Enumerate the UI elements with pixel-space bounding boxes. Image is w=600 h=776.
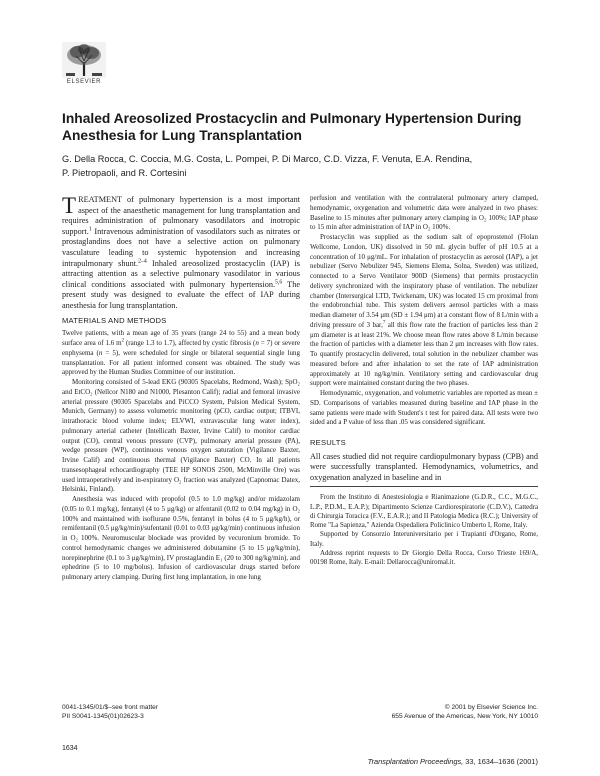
methods-paragraph-3: Anesthesia was induced with propofol (0.5 to 1.0 mg/kg) and/or midazolam (0.05 to 0.1 mg/kg), fentanyl (4 to 5 μg/kg) or alfentanil (0.02 to 0.04 mg/kg) in O₂ 100% and maintained with isoflurane 0.5%, fentanyl in bolus (4 to 5 μg/kg/h), or remifentanil (0.5 μg/kg/min)/sufentanil (0.01 to 0.03 μg/kg/min) continuous infusion in O₂ 100%. Neuromuscular blockade was provided by vecuronium bromide. To control hemodynamic changes we administered dobutamine (5 to 15 μg/kg/min), norepinephrine (0.1 to 3 μg/kg/min), IV prostaglandin E₁ (20 to 300 ng/kg/min), and ephedrine (5 to 10 mg/bolus). Infusion of cardiovascular drugs started before pulmonary artery clamping. During first lung implantation, in one lung bbox=[62, 495, 300, 582]
left-column bbox=[62, 195, 300, 583]
statistics-paragraph: Hemodynamic, oxygenation, and volumetric variables are reported as mean ± SD. Comparisons of variables measured during baseline and IAP phase in the same patients were made with Student's t test for paired data. All tests were two sided and a P value of less than .05 was considered significant. bbox=[310, 389, 538, 427]
intro-text: REATMENT of pulmonary hypertension is a most important aspect of the anaesthetic management for lung transplantation and requires administration of pulmonary vasodilators and inotropic support. bbox=[62, 195, 300, 236]
n-symbol: n bbox=[98, 348, 103, 357]
results-heading: RESULTS bbox=[310, 438, 346, 447]
pii-line: PII S0041-1345(01)02623-3 bbox=[62, 713, 144, 721]
ref-7: 7 bbox=[382, 320, 386, 326]
footnote-divider bbox=[310, 486, 538, 487]
methods-continued-paragraph: perfusion and ventilation with the contralateral pulmonary artery clamped, hemodynamic, oxygenation and volumetric data were analyzed in two phases: Baseline to 15 minutes after pulmonary artery clamping in O₂ 100%; IAP phase to 15 min after administration of IAP in O₂ 100%. bbox=[310, 194, 538, 232]
prostacyclin-text-2: all this flow rate the fraction of particles less than 2 μm diameter is at least 21%. We choose mean flow rates above 8 L/min because the fraction of particles with a diameter less than 2 μm increases with flow rates. To quantify prostacyclin delivered, total solution in the nebulizer chamber was measured before and after inhalation to set the rate of IAP administration approximately at 10 ng/kg/min. Ventilatory setting and cardiovascular drug support were maintained constant during the two phases. bbox=[310, 320, 538, 388]
dropcap: T bbox=[62, 193, 77, 218]
intro-text-2: Intravenous administration of vasodilators such as nitrates or prostaglandins does not have a selective action on pulmonary vasculature leading to systemic hypotension and increasing intrapulmonary shunt. bbox=[62, 226, 300, 268]
authors-line-2: P. Pietropaoli, and R. Cortesini bbox=[62, 167, 187, 178]
right-column bbox=[310, 194, 538, 568]
authors-line-1: G. Della Rocca, C. Coccia, M.G. Costa, L. Pompei, P. Di Marco, C.D. Vizza, F. Venuta, E.A. Rendina, bbox=[62, 154, 473, 164]
copyright-line: © 2001 by Elsevier Science Inc. bbox=[444, 704, 538, 711]
page-number: 1634 bbox=[62, 745, 78, 752]
publisher-logo bbox=[62, 42, 106, 85]
prostacyclin-text: Prostacyclin was supplied as the sodium salt of epoprostenol (Flolan Wellcome, London, UK) dissolved in 50 mL glycin buffer of pH 10.5 at a concentration of 10 μg/mL. For inhalation of prostacyclin as aerosol (IAP), a jet nebulizer (Servo Nebulizer 945, Siemens Elema, Solna, Sweden) was utilized, connected to a Servo Ventilator 900D (Siemens) that permits prostacyclin delivery synchronized with the inspiratory phase of ventilation. The nebulizer chamber (Intersurgical LTD, Twickenam, UK) was located 15 cm proximal from the endobronchial tube. This system delivers aerosol particles with a mass median diameter of 3.54 μm (SD ± 1.94 μm) at a constant flow of 8 L/min with a driving pressure of 3 bar, bbox=[310, 233, 538, 329]
intro-text-3: Inhaled areosolized prostacyclin (IAP) is attracting attention as a selective pulmonary vasodilator in various clinical conditions associated with pulmonary hypertension. bbox=[62, 258, 300, 289]
methods-text-1d: = 5), were scheduled for single or bilateral sequential single lung transplantation. For all patient informed consent was obtained. The study was approved by the Human Studies Committee of our institution. bbox=[62, 348, 300, 377]
journal-reference: 33, 1634–1636 (2001) bbox=[463, 757, 538, 766]
results-paragraph: All cases studied did not require cardiopulmonary bypass (CPB) and were successfully transplanted. Hemodynamics, volumetrics, and oxygenation analyzed in baseline and in bbox=[310, 451, 538, 482]
journal-name: Transplantation Proceedings, bbox=[367, 757, 464, 766]
journal-citation bbox=[368, 757, 538, 766]
methods-paragraph-1 bbox=[62, 329, 300, 378]
author-list bbox=[62, 153, 542, 180]
issn-line: 0041-1345/01/$–see front matter bbox=[62, 704, 159, 711]
ref-2: 2–4 bbox=[138, 257, 147, 264]
elsevier-tree-icon bbox=[62, 42, 106, 78]
ref-3: 5,6 bbox=[275, 279, 283, 285]
methods-text-1b: (range 1.3 to 1.7), affected by cystic fibrosis ( bbox=[124, 339, 256, 348]
footer-right bbox=[392, 703, 538, 721]
article-title: Inhaled Areosolized Prostacyclin and Pulmonary Hypertension During Anesthesia for Lung Transplantation bbox=[62, 111, 522, 143]
footnote-address: Address reprint requests to Dr Giorgio Della Rocca, Corso Trieste 169/A, 00198 Rome, Italy. E-mail: Dellarocca@uniromal.it. bbox=[310, 550, 538, 567]
ref-1: 1 bbox=[88, 226, 92, 233]
footnote-support: Supported by Consorzio Interuniversitario per i Trapianti d'Organo, Rome, Italy. bbox=[310, 531, 538, 548]
n-symbol: n bbox=[255, 339, 259, 348]
methods-heading: MATERIALS AND METHODS bbox=[62, 315, 167, 325]
logo-text: ELSEVIER bbox=[66, 79, 102, 85]
methods-paragraph-2: Monitoring consisted of 5-lead EKG (90305 Spacelabs, Redmond, Wash); SpO₂ and EtCO₂ (Nellcor N180 and N1000, Plesanton Calif); radial and femoral invasive arterial pressure (90305 Spacelabs and PiCCO System, Pulsion Medical System, Munich, Germany) to assess volumetric monitoring (pCO, cardiac output; ITBVI, intrathoracic blood volume index; ELVWI, extravascular lung water index), pulmonary arterial catheter (Intellicath Baxter, Irvine Calif) to monitor cardiac output (CO), central venous pressure (CVP), pulmonary arterial pressure (PA), wedge pressure (WP), continuous venous oxygen saturation (Vigilance Baxter, Irvine Calif) and continuous thermal (Vigilance Baxter) CO. In all patients transesophageal echocardiography (TEE HP SONOS 2500, McMinville Ore) was used intraoperatively and in-expiratory O₂ fraction was analyzed (Capnomac Datex, Helsinki, Finland). bbox=[62, 378, 300, 494]
methods-text-1c: = 7) or severe enphysema ( bbox=[62, 339, 300, 357]
publisher-address: 655 Avenue of the Americas, New York, NY 10010 bbox=[391, 713, 538, 721]
m2-superscript: 2 bbox=[121, 338, 125, 344]
intro-paragraph bbox=[62, 195, 300, 312]
footer-left bbox=[62, 703, 158, 721]
intro-text-4: The present study was designed to evaluate the effect of IAP during anesthesia for lung transplantation. bbox=[62, 279, 300, 310]
methods-text-1a: Twelve patients, with a mean age of 35 years (range 24 to 55) and a mean body surface area of 1.6 m bbox=[62, 329, 300, 348]
footnote-affiliation: From the Instituto di Anestesiologia e Rianimazione (G.D.R., C.C., M.G.C., L.P., P.D.M., E.A.P.); Dipartimento Scienze Cardiorespiratorie (C.D.V.), Cattedra di Chirurgia Toracica (F.V., E.A.R.); and II Patologia Medica (R.C.); University of Rome "La Sapienza," Azienda Ospedaliera Policlinico Umberto I, Rome, Italy. bbox=[310, 494, 538, 530]
prostacyclin-paragraph bbox=[310, 233, 538, 389]
